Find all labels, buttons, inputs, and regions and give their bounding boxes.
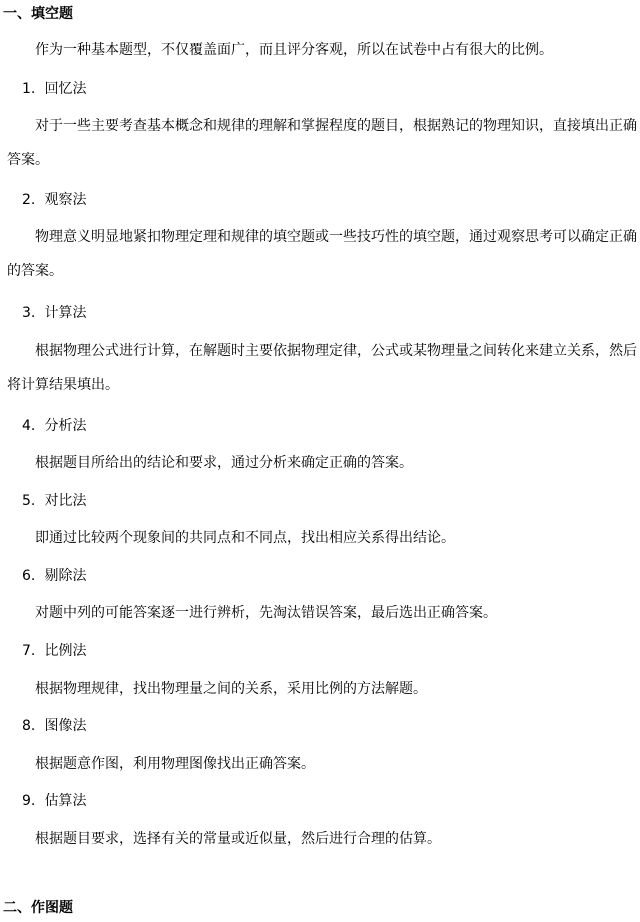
item-text-4: 根据题目所给出的结论和要求，通过分析来确定正确的答案。 xyxy=(35,455,413,471)
item-name: 对比法 xyxy=(44,493,87,509)
item-name: 比例法 xyxy=(44,643,87,659)
item-title-7 xyxy=(22,641,86,661)
item-number: 9. xyxy=(22,793,36,809)
item-title-8 xyxy=(22,716,86,736)
item-number: 1. xyxy=(22,81,36,97)
item-name: 分析法 xyxy=(44,418,87,434)
item-name: 计算法 xyxy=(44,305,87,321)
section-heading-fill-in-blank: 一、填空题 xyxy=(3,6,73,22)
item-title-3 xyxy=(22,303,86,323)
item-name: 估算法 xyxy=(44,793,87,809)
item-number: 5. xyxy=(22,493,36,509)
item-text-6: 对题中列的可能答案逐一进行辨析，先淘汰错误答案，最后选出正确答案。 xyxy=(35,605,497,621)
item-title-2 xyxy=(22,190,86,210)
item-number: 4. xyxy=(22,418,36,434)
item-text-1: 对于一些主要考查基本概念和规律的理解和掌握程度的题目，根据熟记的物理知识，直接填出正确答案。 xyxy=(7,118,637,168)
item-text-3: 根据物理公式进行计算，在解题时主要依据物理定律，公式或某物理量之间转化来建立关系，然后将计算结果填出。 xyxy=(7,343,637,393)
section-intro: 作为一种基本题型，不仅覆盖面广，而且评分客观，所以在试卷中占有很大的比例。 xyxy=(35,42,553,58)
item-name: 观察法 xyxy=(44,192,87,208)
item-text-8: 根据题意作图，利用物理图像找出正确答案。 xyxy=(35,756,315,772)
item-title-5 xyxy=(22,491,86,511)
item-number: 7. xyxy=(22,643,36,659)
item-number: 2. xyxy=(22,192,36,208)
item-title-9 xyxy=(22,791,86,811)
item-name: 图像法 xyxy=(44,718,87,734)
item-title-4 xyxy=(22,416,86,436)
item-text-7: 根据物理规律，找出物理量之间的关系，采用比例的方法解题。 xyxy=(35,681,427,697)
item-text-5: 即通过比较两个现象间的共同点和不同点，找出相应关系得出结论。 xyxy=(35,530,455,546)
item-title-6 xyxy=(22,566,86,586)
item-text-9: 根据题目要求，选择有关的常量或近似量，然后进行合理的估算。 xyxy=(35,831,441,847)
item-number: 3. xyxy=(22,305,36,321)
item-name: 剔除法 xyxy=(44,568,87,584)
item-name: 回忆法 xyxy=(44,81,87,97)
item-title-1 xyxy=(22,79,86,99)
section-heading-drawing: 二、作图题 xyxy=(3,900,73,916)
item-number: 6. xyxy=(22,568,36,584)
item-text-2: 物理意义明显地紧扣物理定理和规律的填空题或一些技巧性的填空题，通过观察思考可以确定正确的答案。 xyxy=(7,229,637,279)
item-number: 8. xyxy=(22,718,36,734)
